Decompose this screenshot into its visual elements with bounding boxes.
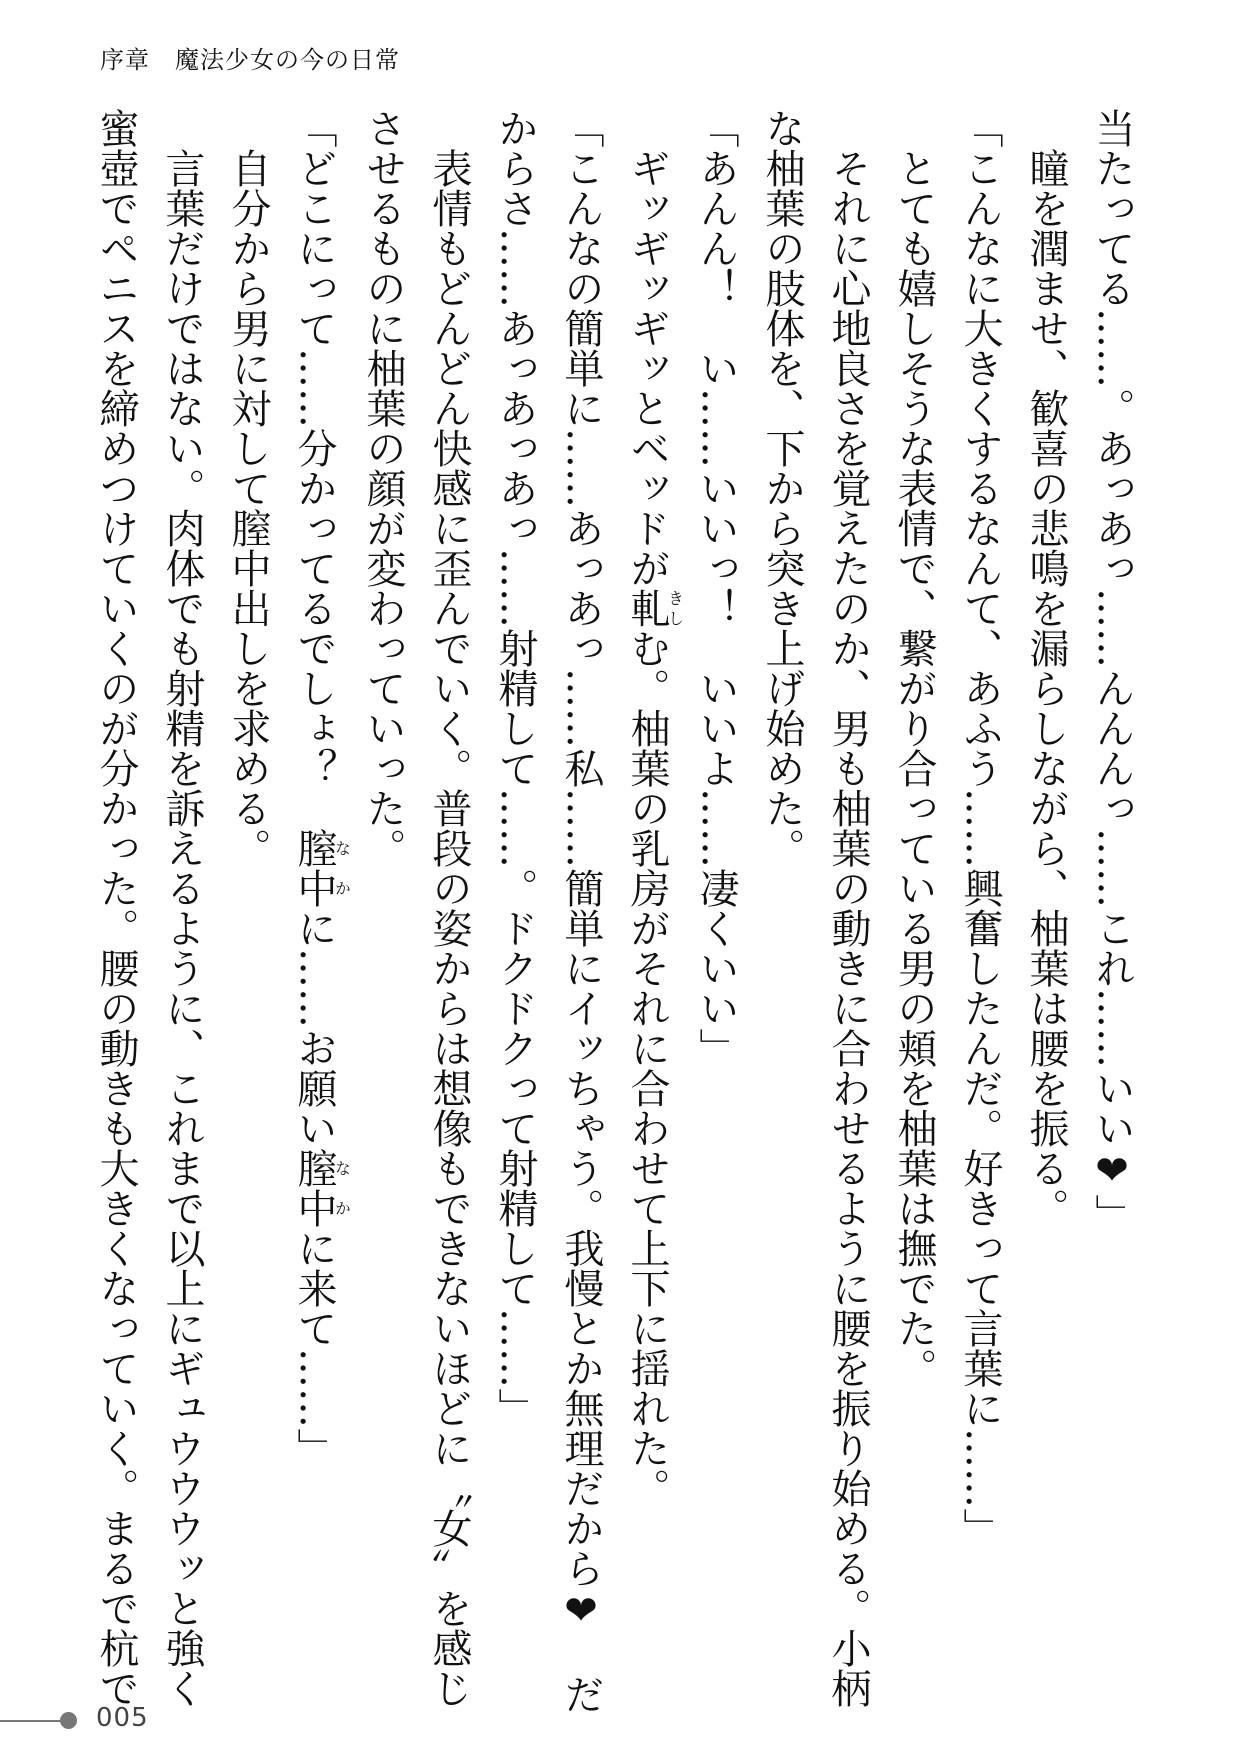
text-segment: それに心地良さを覚えたのか、男も柚葉の動きに合わせるように腰を振り始める。小柄: [825, 108, 871, 1708]
text-segment: 表情もどんどん快感に歪んでいく。普段の姿からは想像もできないほどに〝女〟を感じ: [426, 108, 472, 1708]
text-line: [1013, 108, 1079, 1668]
ruby-word: 軋きし: [624, 588, 685, 628]
ruby-reading: なか: [332, 1148, 352, 1228]
ruby-reading: なか: [332, 828, 352, 908]
running-header: 序章 魔法少女の今の日常: [100, 46, 400, 74]
ruby-word: 膣中なか: [291, 828, 352, 908]
text-segment: 「こんなの簡単に……あっあっ……私……簡単にイッちゃう。我慢とか無理だから❤ だ: [558, 108, 604, 1714]
text-line: [416, 108, 482, 1708]
footer-dot-icon: [60, 1712, 77, 1729]
text-segment: 「あんん！ い……いいっ！ いいよ……凄くいい」: [693, 108, 739, 1068]
text-segment: な柚葉の肢体を、下から突き上げ始めた。: [759, 108, 805, 868]
text-line: [614, 108, 683, 1668]
ruby-reading: きし: [665, 588, 685, 628]
text-line: [881, 108, 947, 1668]
text-segment: させるものに柚葉の顔が変わっていった。: [360, 108, 406, 868]
text-line: [350, 108, 416, 1668]
text-segment: ギッギッギッとベッドが: [624, 108, 670, 588]
footer-rule: [0, 1720, 62, 1722]
text-line: [815, 108, 881, 1708]
body-text: [83, 108, 1145, 1714]
text-line: [482, 108, 548, 1668]
text-segment: 自分から男に対して膣中出しを求める。: [225, 108, 271, 868]
text-line: [1079, 108, 1145, 1668]
text-line: [149, 108, 215, 1708]
text-segment: 「こんなに大きくするなんて、あふう……興奮したんだ。好きって言葉に……」: [957, 108, 1003, 1548]
text-line: [749, 108, 815, 1668]
text-line: [683, 108, 749, 1668]
text-segment: 蜜壺でペニスを締めつけていくのが分かった。腰の動きも大きくなっていく。まるで杭で: [93, 108, 139, 1708]
text-segment: からさ……あっあっあっ……射精して……。ドクドクって射精して……」: [492, 108, 538, 1428]
text-line: [947, 108, 1013, 1668]
text-segment: に……お願い: [291, 908, 337, 1148]
text-line: [548, 108, 614, 1714]
text-segment: に来て……」: [291, 1228, 337, 1468]
text-segment: 「どこにって……分かってるでしょ？: [291, 108, 337, 828]
text-line: [215, 108, 281, 1668]
page-number: 005: [96, 1703, 149, 1733]
text-segment: む。柚葉の乳房がそれに合わせて上下に揺れた。: [624, 628, 670, 1508]
ruby-word: 膣中なか: [291, 1148, 352, 1228]
text-segment: 言葉だけではない。肉体でも射精を訴えるように、これまで以上にギュウウウッと強く: [159, 108, 205, 1708]
text-segment: 瞳を潤ませ、歓喜の悲鳴を漏らしながら、柚葉は腰を振る。: [1023, 108, 1069, 1228]
text-line: [281, 108, 350, 1668]
text-segment: 当たってる……。あっあっ……んんんっ……これ……いい❤」: [1089, 108, 1135, 1234]
text-segment: とても嬉しそうな表情で、繋がり合っている男の頬を柚葉は撫でた。: [891, 108, 937, 1388]
text-line: [83, 108, 149, 1708]
